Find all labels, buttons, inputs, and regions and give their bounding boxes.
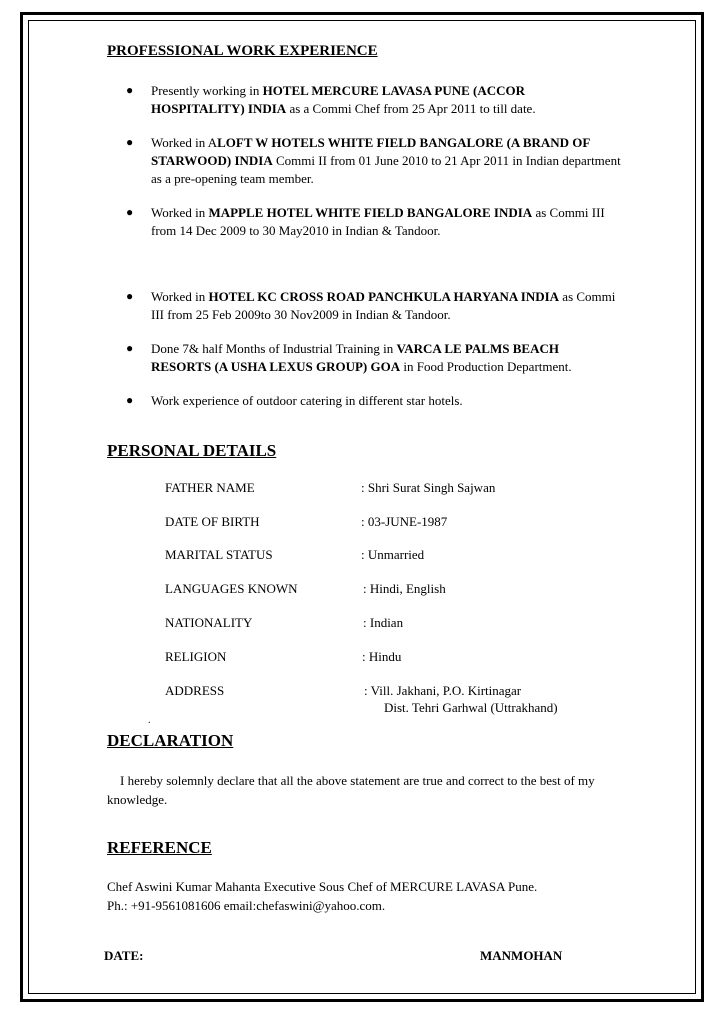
bullet-icon: ●: [126, 341, 134, 355]
bullet-icon: ●: [126, 83, 134, 97]
item-text: III from 25 Feb 2009to 30 Nov2009 in Indian & Tandoor.: [151, 307, 451, 322]
personal-value: : Hindi, English: [363, 581, 446, 596]
item-text: Done 7& half Months of Industrial Training in: [151, 341, 397, 356]
experience-item-text: [151, 204, 696, 240]
signature-name: MANMOHAN: [480, 948, 563, 963]
personal-value: : Indian: [363, 615, 404, 630]
experience-item-text: [151, 82, 696, 118]
experience-item-text: [151, 392, 696, 410]
item-bold-text: MAPPLE HOTEL WHITE FIELD BANGALORE INDIA: [208, 205, 533, 220]
item-bold-text: RESORTS (A USHA LEXUS GROUP) GOA: [151, 359, 401, 374]
bullet-icon: ●: [126, 289, 134, 303]
personal-label: RELIGION: [165, 649, 227, 664]
personal-value: : 03-JUNE-1987: [361, 514, 448, 529]
item-text: from 14 Dec 2009 to 30 May2010 in Indian & Tandoor.: [151, 223, 441, 238]
reference-line: Chef Aswini Kumar Mahanta Executive Sous Chef of MERCURE LAVASA Pune.: [107, 879, 538, 894]
personal-value: : Shri Surat Singh Sajwan: [361, 480, 496, 495]
experience-item-text: [151, 288, 696, 324]
item-text: Work experience of outdoor catering in different star hotels.: [151, 393, 463, 408]
reference-line: Ph.: +91-9561081606 email:chefaswini@yahoo.com.: [107, 898, 386, 913]
item-text: Worked in: [151, 205, 209, 220]
personal-details-heading: PERSONAL DETAILS: [107, 441, 277, 460]
declaration-heading: DECLARATION: [107, 731, 234, 750]
item-text: as Commi: [559, 289, 616, 304]
declaration-text: [107, 771, 697, 809]
item-text: Commi II from 01 June 2010 to 21 Apr 2011 in Indian department: [272, 153, 621, 168]
item-bold-text: HOSPITALITY) INDIA: [151, 101, 287, 116]
reference-text: [107, 877, 697, 915]
reference-heading: REFERENCE: [107, 838, 212, 857]
item-text: as a Commi Chef from 25 Apr 2011 to till date.: [286, 101, 536, 116]
stray-dot: .: [148, 715, 151, 726]
experience-item-text: [151, 134, 696, 188]
personal-value: : Unmarried: [361, 547, 425, 562]
bullet-icon: ●: [126, 205, 134, 219]
bullet-icon: ●: [126, 393, 134, 407]
personal-value: : Vill. Jakhani, P.O. Kirtinagar: [364, 683, 522, 698]
personal-label: LANGUAGES KNOWN: [165, 581, 298, 596]
item-text: Worked in: [151, 289, 209, 304]
experience-item-text: [151, 340, 696, 376]
personal-label: MARITAL STATUS: [165, 547, 273, 562]
experience-heading: PROFESSIONAL WORK EXPERIENCE: [107, 43, 378, 59]
item-bold-text: VARCA LE PALMS BEACH: [396, 341, 559, 356]
item-text: as a pre-opening team member.: [151, 171, 314, 186]
item-bold-text: HOTEL KC CROSS ROAD PANCHKULA HARYANA INDIA: [208, 289, 560, 304]
personal-label: NATIONALITY: [165, 615, 253, 630]
item-text: as Commi III: [532, 205, 605, 220]
item-bold-text: STARWOOD) INDIA: [151, 153, 273, 168]
item-bold-text: LOFT W HOTELS WHITE FIELD BANGALORE (A BRAND OF: [217, 135, 591, 150]
personal-label: DATE OF BIRTH: [165, 514, 260, 529]
bullet-icon: ●: [126, 135, 134, 149]
personal-label: FATHER NAME: [165, 480, 255, 495]
personal-label: ADDRESS: [165, 683, 225, 698]
personal-value: Dist. Tehri Garhwal (Uttrakhand): [384, 700, 558, 715]
personal-value: : Hindu: [362, 649, 402, 664]
item-bold-text: HOTEL MERCURE LAVASA PUNE (ACCOR: [262, 83, 526, 98]
declaration-line: knowledge.: [107, 792, 168, 807]
item-text: Worked in A: [151, 135, 218, 150]
declaration-line: I hereby solemnly declare that all the above statement are true and correct to the best of my: [120, 773, 595, 788]
item-text: Presently working in: [151, 83, 263, 98]
date-label: DATE:: [104, 948, 144, 963]
item-text: in Food Production Department.: [400, 359, 572, 374]
